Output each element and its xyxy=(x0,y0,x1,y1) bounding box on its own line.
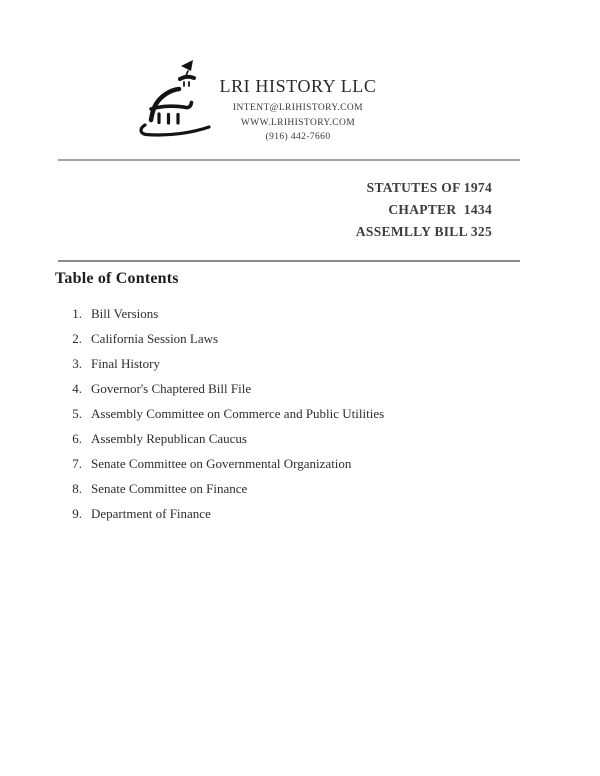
toc-item-label: Department of Finance xyxy=(91,505,211,521)
contact-line: (916) 442-7660 xyxy=(265,132,331,142)
toc-item-label: Bill Versions xyxy=(91,305,159,321)
toc-item-label: Assembly Republican Caucus xyxy=(91,430,247,446)
toc-item-number: 4. xyxy=(72,380,82,396)
toc-item-number: 2. xyxy=(72,330,82,346)
statute-reference-line: ASSEMLLY BILL 325 xyxy=(355,224,492,239)
toc-item-label: California Session Laws xyxy=(91,330,219,346)
toc-item xyxy=(62,501,384,526)
toc-heading: Table of Contents xyxy=(55,270,179,287)
company-name: LRI HISTORY LLC xyxy=(219,76,377,96)
divider-bottom xyxy=(58,260,520,262)
toc-item xyxy=(62,476,384,501)
toc-item-number: 7. xyxy=(72,455,82,471)
toc-item-label: Assembly Committee on Commerce and Public Utilities xyxy=(91,405,385,421)
statute-reference-line: STATUTES OF 1974 xyxy=(366,180,492,195)
contact-line: WWW.LRIHISTORY.COM xyxy=(240,117,356,128)
toc-item-number: 3. xyxy=(72,355,82,371)
toc-item xyxy=(62,351,384,376)
toc-item-number: 9. xyxy=(72,505,82,521)
toc-item xyxy=(62,451,384,476)
toc-item-number: 8. xyxy=(72,480,82,496)
statute-reference-line: CHAPTER 1434 xyxy=(388,202,492,217)
statute-reference-block xyxy=(356,177,492,243)
toc-item xyxy=(62,301,384,326)
toc-item xyxy=(62,326,384,351)
toc-item-number: 5. xyxy=(72,405,82,421)
toc-item-label: Senate Committee on Finance xyxy=(91,480,248,496)
toc-item-label: Final History xyxy=(91,355,160,371)
toc-item-label: Senate Committee on Governmental Organization xyxy=(91,455,352,471)
toc-item xyxy=(62,401,384,426)
toc-item-label: Governor's Chaptered Bill File xyxy=(91,380,252,396)
toc-item-number: 6. xyxy=(72,430,82,446)
toc-item xyxy=(62,376,384,401)
toc-item-number: 1. xyxy=(72,305,82,321)
toc-list xyxy=(62,301,384,526)
letterhead xyxy=(148,76,448,145)
toc-item xyxy=(62,426,384,451)
logo-flag-shape xyxy=(181,60,193,71)
contact-lines xyxy=(148,101,448,145)
divider-top xyxy=(58,159,520,161)
contact-line: INTENT@LRIHISTORY.COM xyxy=(232,103,363,113)
